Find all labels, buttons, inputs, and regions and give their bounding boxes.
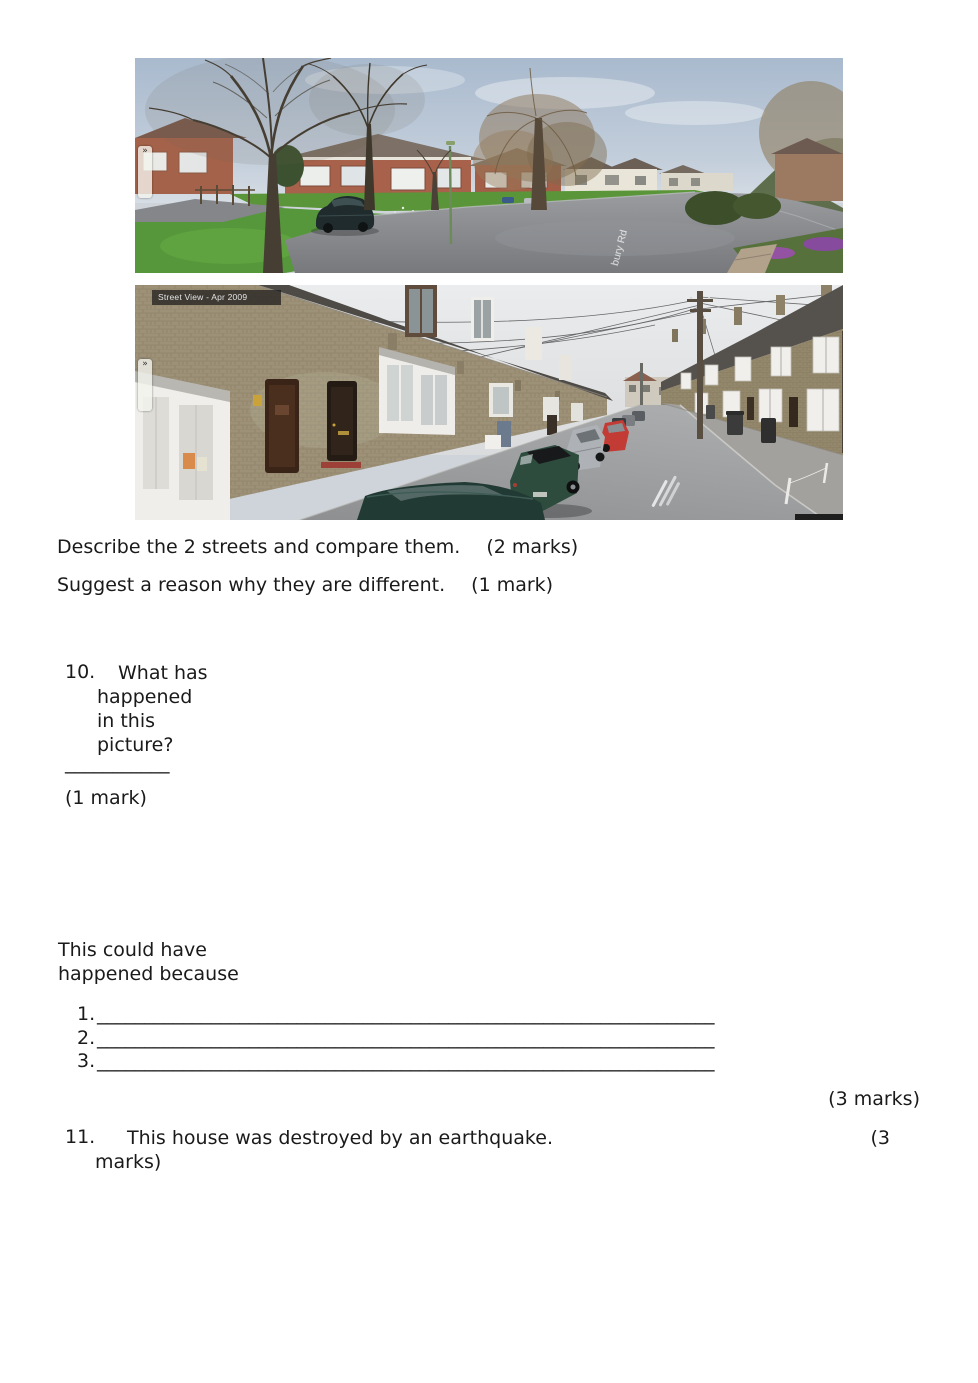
prompt-reason-marks: (1 mark) — [471, 574, 554, 596]
streetview-nav-arrows-icon: » — [142, 359, 148, 369]
because-item-1-line: _________________________________________________________________ — [97, 1003, 715, 1025]
prompt-compare-marks: (2 marks) — [486, 536, 579, 558]
streetview-nav-arrows-icon: » — [142, 146, 148, 156]
because-answer-list — [77, 1003, 715, 1074]
question-10-number: 10. — [65, 661, 96, 683]
because-marks: (3 marks) — [828, 1088, 920, 1110]
road-name-watermark: bury Rd — [609, 228, 631, 268]
because-intro-text: This could have happened because — [58, 939, 239, 985]
question-11-marks-close: marks) — [95, 1151, 162, 1173]
streetview-nav-control[interactable] — [138, 359, 152, 411]
prompt-reason-text: Suggest a reason why they are different. — [57, 574, 446, 596]
prompt-reason-different — [57, 574, 553, 596]
question-10-answer-line: ___________ — [65, 752, 170, 774]
because-item-2-number: 2. — [77, 1026, 96, 1049]
terraced-street-scene — [135, 285, 843, 520]
question-10 — [65, 661, 215, 757]
because-item-3-number: 3. — [77, 1050, 96, 1072]
question-11-line1 — [95, 1126, 890, 1150]
photo-suburban-street — [135, 58, 843, 273]
because-item-3-line: _________________________________________________________________ — [97, 1050, 715, 1072]
question-11 — [65, 1126, 890, 1174]
because-item-1 — [77, 1003, 715, 1027]
image-edge-bar — [795, 514, 843, 520]
because-item-2 — [77, 1027, 715, 1051]
red-car — [601, 420, 629, 452]
streetview-nav-control[interactable] — [138, 146, 152, 198]
photo-terraced-street — [135, 285, 843, 520]
because-item-2-line: _________________________________________________________________ — [97, 1026, 715, 1049]
prompt-compare-streets — [57, 536, 578, 558]
because-item-1-number: 1. — [77, 1003, 96, 1025]
question-11-number: 11. — [65, 1126, 96, 1148]
question-11-text: This house was destroyed by an earthquake. — [127, 1127, 553, 1149]
prompt-compare-text: Describe the 2 streets and compare them. — [57, 536, 461, 558]
streetview-date-label: Street View - Apr 2009 — [152, 290, 281, 305]
because-item-3 — [77, 1050, 715, 1074]
question-10-marks: (1 mark) — [65, 787, 147, 809]
question-11-marks-open: (3 — [870, 1127, 890, 1149]
question-10-text: What has happened in this picture? — [97, 662, 208, 756]
suburban-street-scene — [135, 58, 843, 273]
